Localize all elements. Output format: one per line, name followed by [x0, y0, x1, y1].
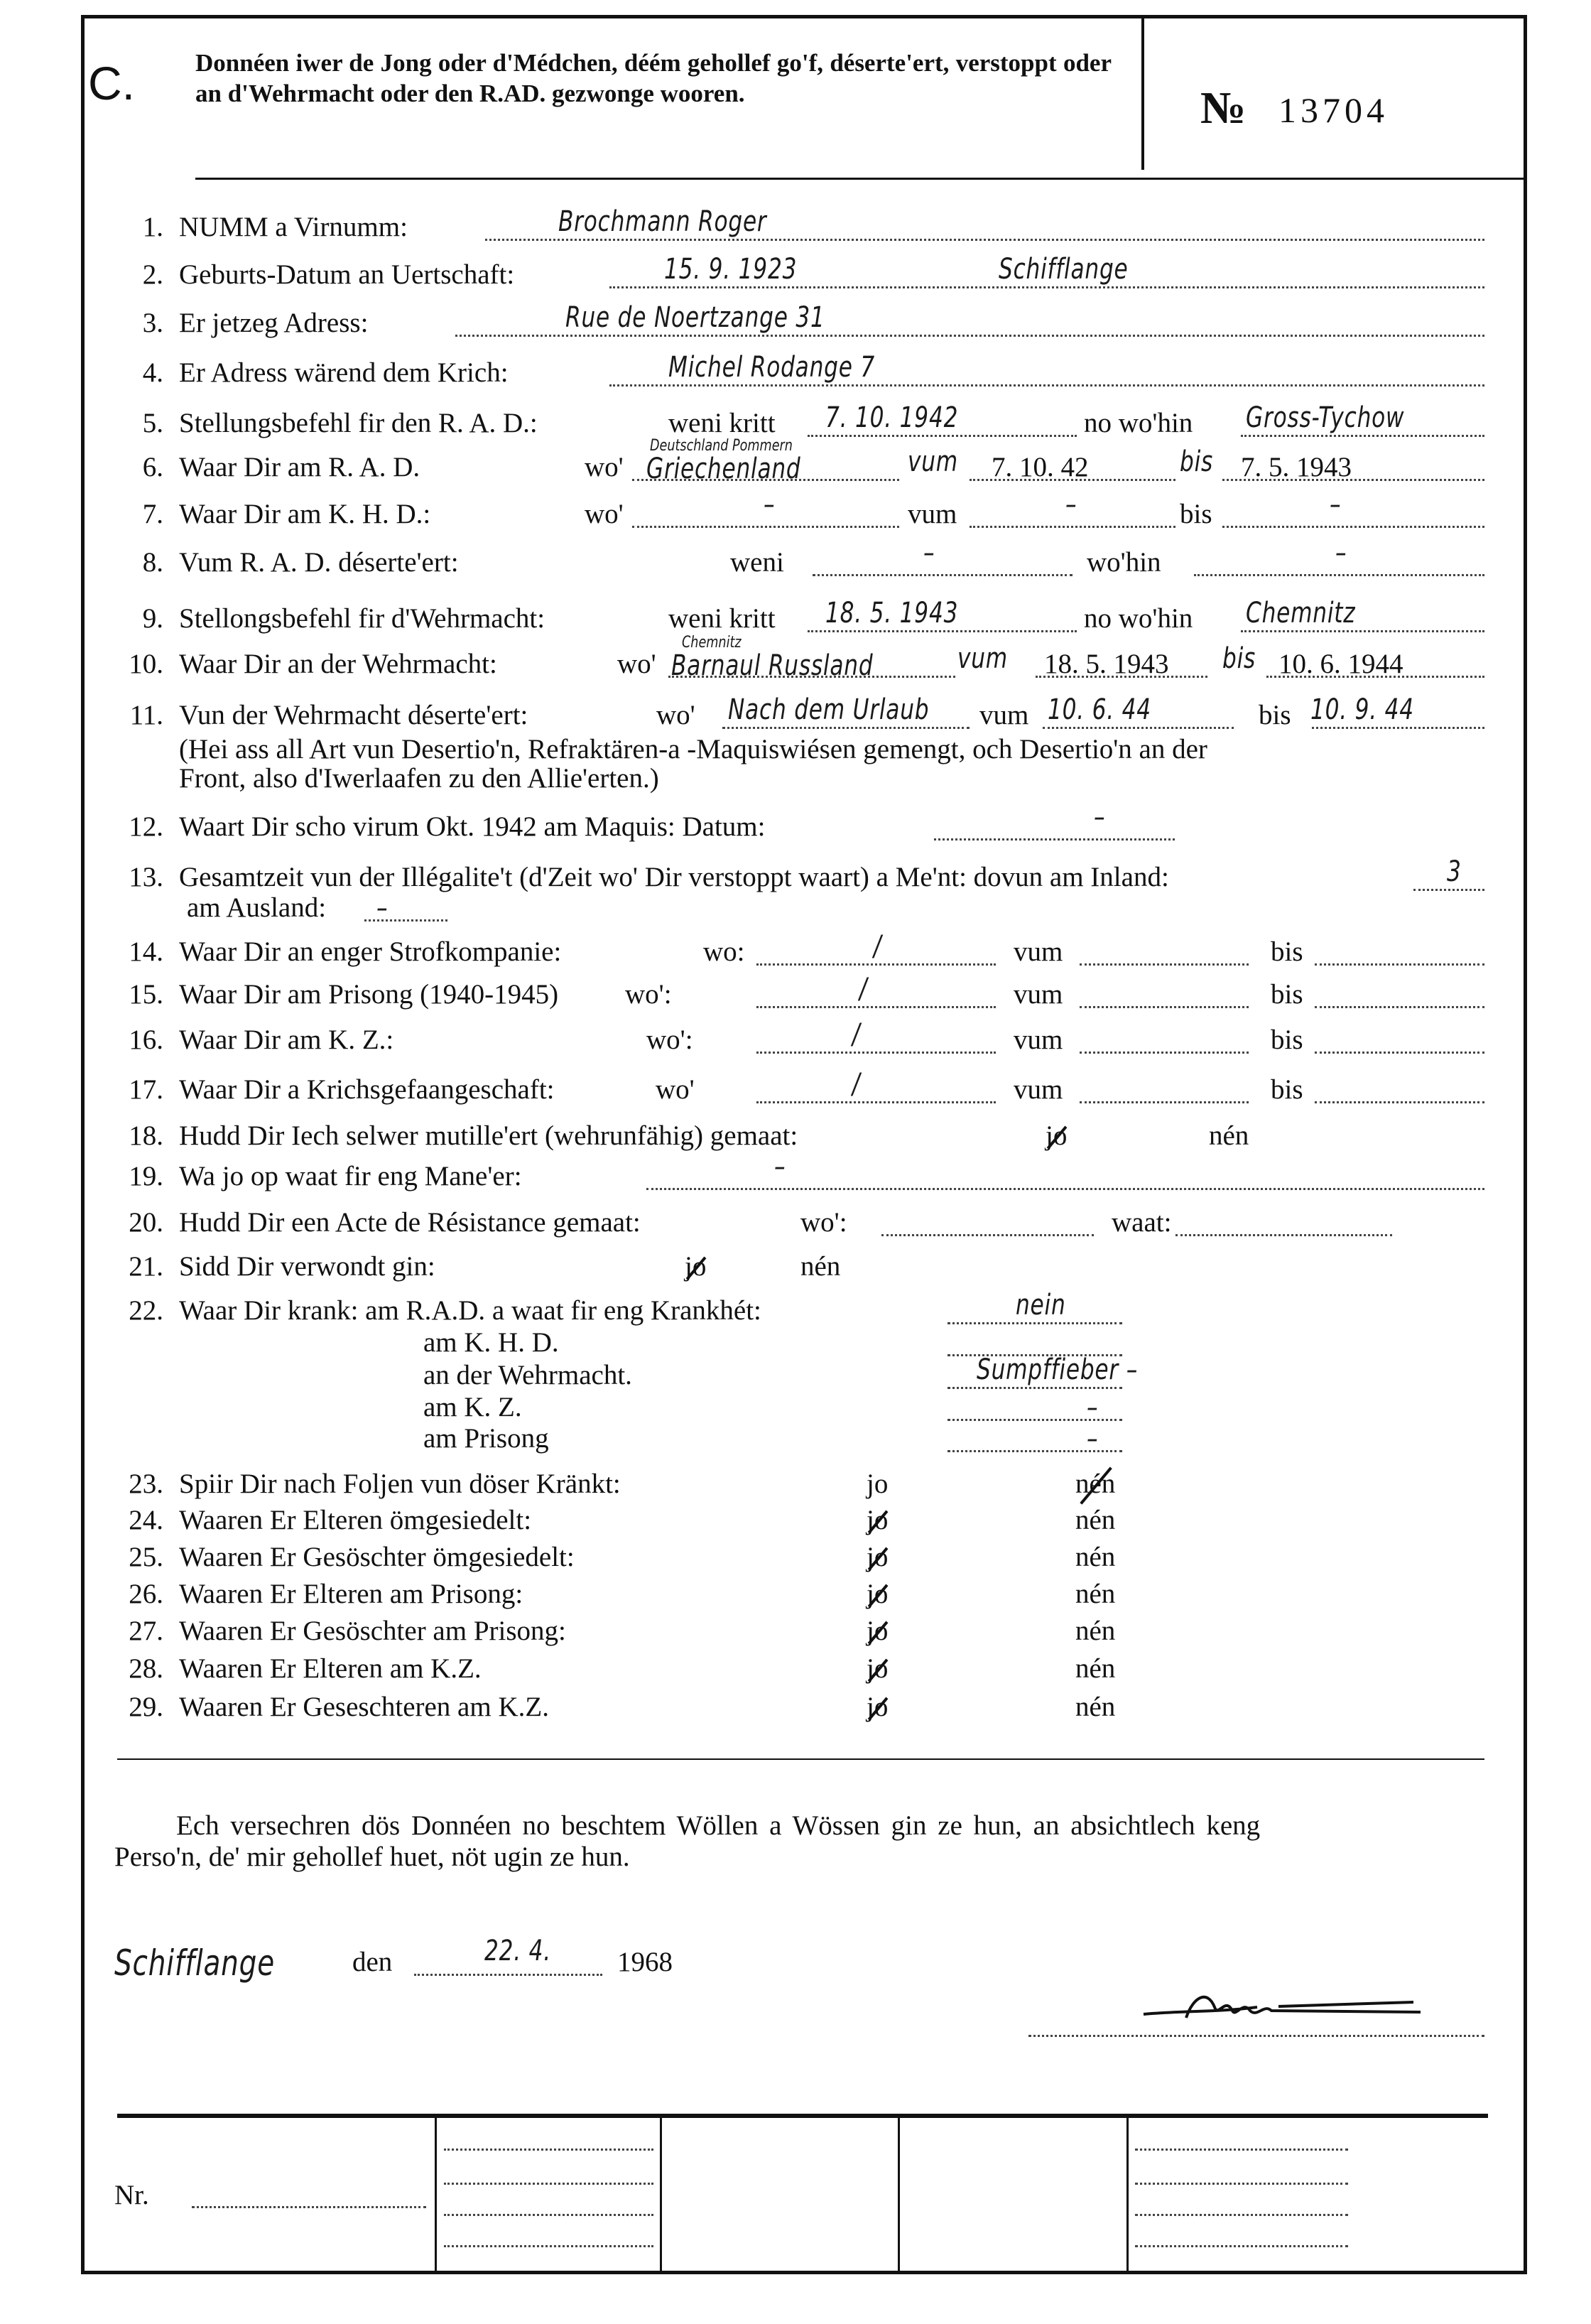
footer-thick-line: [117, 2114, 1488, 2118]
item-number: 15.: [129, 979, 163, 1010]
item-label: am K. H. D.: [423, 1327, 559, 1358]
item-field-label: vum: [908, 499, 957, 529]
handwritten-dash: –: [376, 892, 389, 924]
item-number: 5.: [142, 408, 163, 438]
handwritten-answer: /: [852, 1018, 861, 1051]
dotted-fill-line: [646, 1188, 1484, 1190]
item-field-label: nén: [1075, 1579, 1116, 1609]
item-field-label: nén: [1075, 1616, 1116, 1646]
item-label: Er jetzeg Adress:: [179, 308, 369, 338]
item-label: Waar Dir an enger Strofkompanie:: [179, 936, 562, 967]
dotted-fill-line: [1413, 889, 1484, 891]
dotted-fill-line: [1315, 963, 1484, 966]
item-label: Waaren Er Elteren am Prisong:: [179, 1579, 523, 1609]
item-number: 17.: [129, 1074, 163, 1105]
dotted-fill-line: [1315, 1052, 1484, 1054]
handwritten-answer: Nach dem Urlaub: [728, 693, 930, 726]
dotted-fill-line: [1241, 630, 1484, 632]
dotted-fill-line: [1175, 1234, 1392, 1236]
item-label: Waaren Er Elteren am K.Z.: [179, 1653, 482, 1684]
handwritten-answer: 15. 9. 1923: [664, 253, 798, 286]
handwritten-answer: Sumpffieber –: [977, 1353, 1139, 1386]
handwritten-dash: –: [764, 488, 776, 521]
dotted-fill-line: [609, 286, 1484, 288]
item-number: 22.: [129, 1295, 163, 1326]
item-number: 28.: [129, 1653, 163, 1684]
item-label: Waar Dir am R. A. D.: [179, 452, 420, 482]
item-label: NUMM a Virnumm:: [179, 212, 408, 242]
item-label: Geburts-Datum an Uertschaft:: [179, 259, 515, 290]
item-field-label: no wo'hin: [1084, 408, 1193, 438]
dotted-fill-line: [947, 1387, 1122, 1389]
dotted-fill-line: [1043, 727, 1234, 729]
handwritten-dash: –: [1330, 488, 1342, 521]
dotted-fill-line: [756, 1101, 996, 1103]
footer-cell-line: [444, 2214, 653, 2216]
item-label: am K. Z.: [423, 1392, 522, 1422]
footer-column-divider: [660, 2116, 662, 2274]
handwritten-dash: –: [774, 1150, 786, 1183]
section-title: Donnéen iwer de Jong oder d'Médchen, déém gehollef go'f, déserte'ert, verstoppt oder an d'Wehrmacht oder den R.AD. gezwonge wooren.: [195, 49, 1112, 107]
item-field-label: wo:: [703, 936, 745, 967]
item-label: Waar Dir an der Wehrmacht:: [179, 649, 497, 679]
dotted-fill-line: [455, 335, 1484, 337]
item-number: 16.: [129, 1025, 163, 1055]
separator-line: [117, 1758, 1484, 1760]
dotted-fill-line: [1315, 1006, 1484, 1008]
handwritten-answer: /: [874, 930, 882, 963]
item-label: Spiir Dir nach Foljen vun döser Kränkt:: [179, 1469, 621, 1499]
header-divider-vertical: [1141, 15, 1144, 170]
item-label: Waaren Er Geseschteren am K.Z.: [179, 1692, 549, 1722]
struck-option: nén: [1075, 1469, 1116, 1499]
item-number: 25.: [129, 1542, 163, 1572]
dotted-fill-line: [808, 630, 1077, 632]
handwritten-answer: /: [859, 973, 868, 1005]
handwritten-answer: bis: [1222, 642, 1256, 675]
dotted-fill-line: [813, 574, 1073, 576]
item-field-label: 18. 5. 1943: [1044, 649, 1169, 679]
nr-dotted-line: [192, 2206, 426, 2208]
struck-option: jo: [685, 1251, 707, 1282]
handwritten-note: Chemnitz: [682, 634, 742, 652]
item-label: (Hei ass all Art vun Desertio'n, Refraktären-a -Maquiswiésen gemengt, och Desertio'n an der: [179, 734, 1207, 764]
item-field-label: wo':: [625, 979, 672, 1010]
item-number: 18.: [129, 1120, 163, 1151]
form-number: 13704: [1278, 90, 1389, 130]
dotted-fill-line: [1080, 1052, 1249, 1054]
dotted-fill-line: [1241, 435, 1484, 437]
item-field-label: nén: [800, 1251, 841, 1282]
item-label: Vum R. A. D. déserte'ert:: [179, 547, 459, 578]
dotted-fill-line: [485, 239, 1484, 241]
item-field-label: nén: [1209, 1120, 1249, 1151]
item-field-label: weni kritt: [668, 408, 776, 438]
item-number: 24.: [129, 1505, 163, 1535]
dotted-fill-line: [1080, 1006, 1249, 1008]
item-field-label: weni kritt: [668, 603, 776, 634]
handwritten-answer: 3: [1447, 855, 1462, 888]
item-number: 23.: [129, 1469, 163, 1499]
handwritten-answer: vum: [957, 642, 1008, 675]
item-number: 1.: [142, 212, 163, 242]
item-label: Waart Dir scho virum Okt. 1942 am Maquis: Datum:: [179, 811, 766, 842]
item-number: 13.: [129, 862, 163, 892]
handwritten-dash: –: [1087, 1422, 1099, 1455]
item-field-label: jo: [867, 1469, 889, 1499]
item-number: 29.: [129, 1692, 163, 1722]
handwritten-answer: Chemnitz: [1246, 597, 1356, 629]
item-label: an der Wehrmacht.: [423, 1360, 632, 1390]
item-field-label: nén: [1075, 1505, 1116, 1535]
number-symbol: №: [1200, 82, 1247, 133]
dotted-fill-line: [1315, 1101, 1484, 1103]
signature-image: [1136, 1975, 1435, 2032]
footer-column-divider: [1126, 2116, 1129, 2274]
handwritten-answer: bis: [1180, 445, 1214, 478]
item-label: Stellungsbefehl fir den R. A. D.:: [179, 408, 538, 438]
item-number: 27.: [129, 1616, 163, 1646]
handwritten-answer: Griechenland: [646, 453, 801, 485]
dotted-fill-line: [970, 526, 1175, 528]
handwritten-answer: 10. 6. 44: [1048, 693, 1151, 726]
dotted-fill-line: [756, 1052, 996, 1054]
handwritten-dash: –: [1065, 488, 1077, 521]
handwritten-dash: –: [1087, 1391, 1099, 1424]
item-field-label: vum: [1014, 1025, 1063, 1055]
footer-cell-line: [444, 2245, 653, 2247]
handwritten-answer: Michel Rodange 7: [668, 351, 876, 384]
footer-column-divider: [435, 2116, 437, 2274]
struck-option: jo: [867, 1579, 889, 1609]
dotted-fill-line: [1080, 1101, 1249, 1103]
footer-cell-line: [444, 2149, 653, 2151]
handwritten-answer: Rue de Noertzange 31: [565, 301, 825, 334]
section-letter: C.: [88, 57, 135, 109]
declaration-line-2: Perso'n, de' mir gehollef huet, nöt ugin ze hun.: [114, 1842, 630, 1872]
dotted-fill-line: [632, 526, 899, 528]
handwritten-answer: Brochmann Roger: [558, 205, 767, 238]
item-field-label: waat:: [1112, 1207, 1172, 1238]
item-number: 14.: [129, 936, 163, 967]
declaration-line-1: Ech versechren dös Donnéen no beschtem Wöllen a Wössen gin ze hun, an absichtlech keng: [176, 1810, 1261, 1841]
item-label: Waar Dir am K. Z.:: [179, 1025, 394, 1055]
item-field-label: vum: [1014, 979, 1063, 1010]
footer-cell-line: [1135, 2214, 1348, 2216]
item-field-label: wo':: [800, 1207, 847, 1238]
footer-cell-line: [1135, 2183, 1348, 2185]
item-field-label: vum: [1014, 1074, 1063, 1105]
footer-cell-line: [444, 2183, 653, 2185]
nr-label: Nr.: [114, 2180, 149, 2210]
handwritten-answer: 10. 9. 44: [1310, 693, 1414, 726]
date-handwritten: 22. 4.: [484, 1935, 551, 1967]
item-field-label: 10. 6. 1944: [1278, 649, 1403, 679]
footer-cell-line: [1135, 2245, 1348, 2247]
item-label: Wa jo op waat fir eng Mane'er:: [179, 1161, 522, 1191]
item-field-label: weni: [730, 547, 784, 578]
item-label: Stellongsbefehl fir d'Wehrmacht:: [179, 603, 545, 634]
dotted-fill-line: [1312, 727, 1484, 729]
dotted-fill-line: [609, 384, 1484, 387]
item-number: 6.: [142, 452, 163, 482]
item-label: Waaren Er Gesöschter ömgesiedelt:: [179, 1542, 575, 1572]
item-field-label: wo'hin: [1087, 547, 1161, 578]
item-field-label: wo':: [646, 1025, 693, 1055]
dotted-fill-line: [756, 1006, 996, 1008]
item-label: Waar Dir a Krichsgefaangeschaft:: [179, 1074, 555, 1105]
dotted-fill-line: [934, 838, 1175, 841]
dotted-fill-line: [1222, 526, 1484, 528]
handwritten-answer: nein: [1016, 1289, 1066, 1322]
item-field-label: nén: [1075, 1692, 1116, 1722]
dotted-fill-line: [881, 1234, 1094, 1236]
item-field-label: wo': [617, 649, 656, 679]
item-number: 7.: [142, 499, 163, 529]
dotted-fill-line: [1080, 963, 1249, 966]
item-field-label: wo': [585, 499, 624, 529]
item-number: 26.: [129, 1579, 163, 1609]
header-divider-horizontal: [195, 178, 1527, 180]
item-field-label: bis: [1180, 499, 1212, 529]
place-handwritten: Schifflange: [114, 1942, 276, 1984]
item-label: Hudd Dir Iech selwer mutille'ert (wehrunfähig) gemaat:: [179, 1120, 798, 1151]
handwritten-dash: –: [923, 536, 935, 569]
year-label: 1968: [617, 1947, 673, 1977]
item-label: Vun der Wehrmacht déserte'ert:: [179, 700, 528, 730]
item-field-label: no wo'hin: [1084, 603, 1193, 634]
item-field-label: 7. 5. 1943: [1241, 452, 1352, 482]
item-field-label: wo': [585, 452, 624, 482]
dotted-fill-line: [808, 435, 1077, 437]
item-field-label: bis: [1259, 700, 1291, 730]
handwritten-answer: Gross-Tychow: [1246, 401, 1405, 434]
struck-option: jo: [867, 1653, 889, 1684]
item-field-label: vum: [1014, 936, 1063, 967]
item-label: am Ausland:: [187, 892, 327, 923]
item-field-label: wo': [656, 700, 695, 730]
handwritten-note: Deutschland Pommern: [650, 437, 793, 455]
item-field-label: bis: [1271, 936, 1303, 967]
struck-option: jo: [867, 1542, 889, 1572]
item-label: Hudd Dir een Acte de Résistance gemaat:: [179, 1207, 641, 1238]
dotted-fill-line: [1194, 574, 1484, 576]
item-field-label: nén: [1075, 1653, 1116, 1684]
footer-column-divider: [898, 2116, 900, 2274]
dotted-fill-line: [756, 963, 996, 966]
item-label: Waar Dir am K. H. D.:: [179, 499, 431, 529]
item-label: Waaren Er Gesöschter am Prisong:: [179, 1616, 566, 1646]
handwritten-dash: –: [1094, 801, 1106, 833]
item-field-label: wo': [656, 1074, 695, 1105]
item-number: 9.: [142, 603, 163, 634]
handwritten-answer: /: [852, 1068, 861, 1101]
handwritten-answer: vum: [908, 445, 958, 478]
item-number: 2.: [142, 259, 163, 290]
item-number: 20.: [129, 1207, 163, 1238]
item-number: 10.: [129, 649, 163, 679]
item-label: Sidd Dir verwondt gin:: [179, 1251, 435, 1282]
item-field-label: bis: [1271, 979, 1303, 1010]
item-label: Waar Dir am Prisong (1940-1945): [179, 979, 559, 1010]
struck-option: jo: [867, 1616, 889, 1646]
item-number: 3.: [142, 308, 163, 338]
item-field-label: vum: [979, 700, 1029, 730]
item-label: Gesamtzeit vun der Illégalite't (d'Zeit wo' Dir verstoppt waart) a Me'nt: dovun am Inland:: [179, 862, 1169, 892]
struck-option: jo: [1046, 1120, 1068, 1151]
handwritten-answer: 7. 10. 1942: [825, 401, 959, 434]
item-field-label: nén: [1075, 1542, 1116, 1572]
den-label: den: [352, 1947, 393, 1977]
struck-option: jo: [867, 1505, 889, 1535]
item-label: am Prisong: [423, 1423, 549, 1454]
footer-cell-line: [1135, 2149, 1348, 2151]
handwritten-answer: Schifflange: [999, 253, 1129, 286]
handwritten-answer: 18. 5. 1943: [825, 597, 959, 629]
item-number: 8.: [142, 547, 163, 578]
item-number: 4.: [142, 357, 163, 388]
item-field-label: bis: [1271, 1074, 1303, 1105]
item-number: 11.: [129, 700, 163, 730]
dotted-fill-line: [722, 727, 970, 729]
item-label: Waaren Er Elteren ömgesiedelt:: [179, 1505, 532, 1535]
item-number: 19.: [129, 1161, 163, 1191]
item-field-label: 7. 10. 42: [992, 452, 1089, 482]
date-dotted-line: [414, 1974, 602, 1976]
item-number: 21.: [129, 1251, 163, 1282]
item-label: Er Adress wärend dem Krich:: [179, 357, 509, 388]
item-label: Waar Dir krank: am R.A.D. a waat fir eng Krankhét:: [179, 1295, 761, 1326]
item-field-label: bis: [1271, 1025, 1303, 1055]
signature-dotted-line: [1028, 2035, 1484, 2037]
struck-option: jo: [867, 1692, 889, 1722]
item-number: 12.: [129, 811, 163, 842]
item-label: Front, also d'Iwerlaafen zu den Allie'erten.): [179, 763, 659, 794]
handwritten-answer: Barnaul Russland: [671, 649, 874, 682]
dotted-fill-line: [947, 1322, 1122, 1324]
handwritten-dash: –: [1335, 536, 1347, 569]
